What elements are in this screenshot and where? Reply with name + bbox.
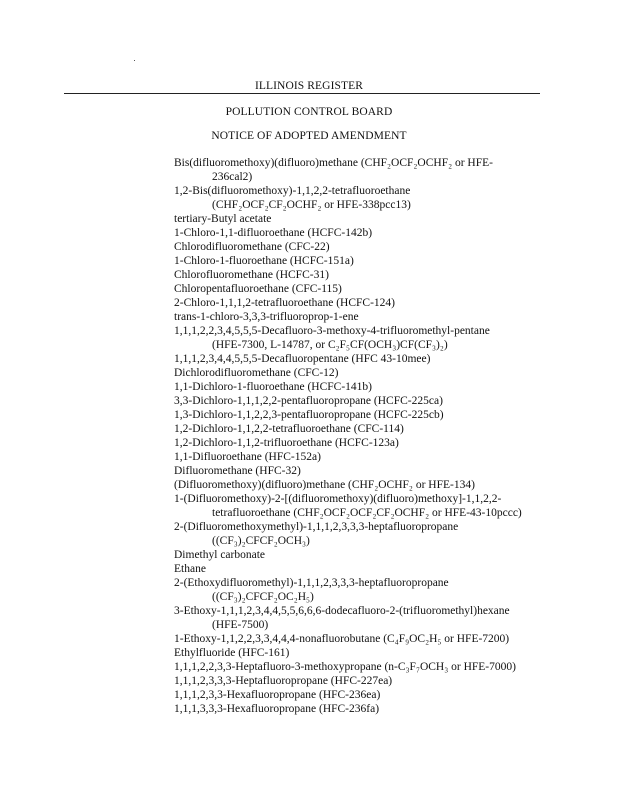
notice-title: NOTICE OF ADOPTED AMENDMENT [211,130,407,142]
list-item-continuation: ((CF₃)₂CFCF₂OC₂H₅) [212,591,314,603]
list-item: 1,1,1,3,3,3-Hexafluoropropane (HFC-236fa) [174,703,380,715]
scan-speck [134,60,135,61]
list-item: 1-Ethoxy-1,1,2,2,3,3,4,4,4-nonafluorobutane (C₄F₉OC₂H₅ or HFE-7200) [174,633,510,645]
list-item: 1,1,1,2,2,3,4,5,5,5-Decafluoro-3-methoxy-4-trifluoromethyl-pentane [174,325,490,337]
list-item: trans-1-chloro-3,3,3-trifluoroprop-1-ene [174,311,359,323]
list-item: Chlorodifluoromethane (CFC-22) [174,241,330,253]
list-item: 1-Chloro-1,1-difluoroethane (HCFC-142b) [174,227,373,239]
list-item-continuation: tetrafluoroethane (CHF₂OCF₂OCF₂CF₂OCHF₂ or HFE-43-10pccc) [212,507,522,519]
list-item: Chlorofluoromethane (HCFC-31) [174,269,329,281]
list-item: 1,1-Difluoroethane (HFC-152a) [174,451,321,463]
compound-list [174,156,564,716]
list-item: Difluoromethane (HFC-32) [174,465,301,477]
list-item: 1,1,1,2,3,3,3-Heptafluoropropane (HFC-227ea) [174,675,393,687]
list-item-continuation: ((CF₃)₂CFCF₂OCH₃) [212,535,310,547]
list-item: 1,1,1,2,3,4,4,5,5,5-Decafluoropentane (HFC 43-10mee) [174,353,431,365]
list-item: 1,3-Dichloro-1,1,2,2,3-pentafluoropropane (HCFC-225cb) [174,409,444,421]
list-item: 2-(Difluoromethoxymethyl)-1,1,1,2,3,3,3-heptafluoropropane [174,521,459,533]
list-item: (Difluoromethoxy)(difluoro)methane (CHF₂OCHF₂ or HFE-134) [174,479,475,491]
list-item: 1-(Difluoromethoxy)-2-[(difluoromethoxy)(difluoro)methoxy]-1,1,2,2- [174,493,502,505]
list-item: Dimethyl carbonate [174,549,266,561]
board-title: POLLUTION CONTROL BOARD [225,106,393,118]
list-item: 1,1,1,2,3,3-Hexafluoropropane (HFC-236ea) [174,689,381,701]
list-item: 1,2-Dichloro-1,1,2,2-tetrafluoroethane (CFC-114) [174,423,404,435]
list-item: Bis(difluoromethoxy)(difluoro)methane (CHF₂OCF₂OCHF₂ or HFE- [174,157,493,169]
list-item: 1-Chloro-1-fluoroethane (HCFC-151a) [174,255,354,267]
list-item-continuation: (HFE-7300, L-14787, or C₂F₅CF(OCH₃)CF(CF₃)₂) [212,339,448,351]
header-rule [64,93,540,94]
list-item: 1,2-Bis(difluoromethoxy)-1,1,2,2-tetrafluoroethane [174,185,411,197]
list-item: Chloropentafluoroethane (CFC-115) [174,283,342,295]
list-item: 1,1-Dichloro-1-fluoroethane (HCFC-141b) [174,381,373,393]
list-item: 1,1,1,2,2,3,3-Heptafluoro-3-methoxypropane (n-C₃F₇OCH₃ or HFE-7000) [174,661,516,673]
list-item-continuation: (CHF₂OCF₂CF₂OCHF₂ or HFE-338pcc13) [212,199,411,211]
list-item: tertiary-Butyl acetate [174,213,272,225]
list-item: Ethane [174,563,206,575]
list-item-continuation: (HFE-7500) [212,619,269,631]
list-item: 1,2-Dichloro-1,1,2-trifluoroethane (HCFC-123a) [174,437,399,449]
list-item: 2-Chloro-1,1,1,2-tetrafluoroethane (HCFC-124) [174,297,396,309]
register-title: ILLINOIS REGISTER [254,80,364,92]
list-item: 3-Ethoxy-1,1,1,2,3,4,4,5,5,6,6,6-dodecafluoro-2-(trifluoromethyl)hexane [174,605,510,617]
list-item: 2-(Ethoxydifluoromethyl)-1,1,1,2,3,3,3-heptafluoropropane [174,577,449,589]
list-item: Dichlorodifluoromethane (CFC-12) [174,367,339,379]
list-item: 3,3-Dichloro-1,1,1,2,2-pentafluoropropane (HCFC-225ca) [174,395,443,407]
list-item-continuation: 236cal2) [212,171,253,183]
list-item: Ethylfluoride (HFC-161) [174,647,290,659]
